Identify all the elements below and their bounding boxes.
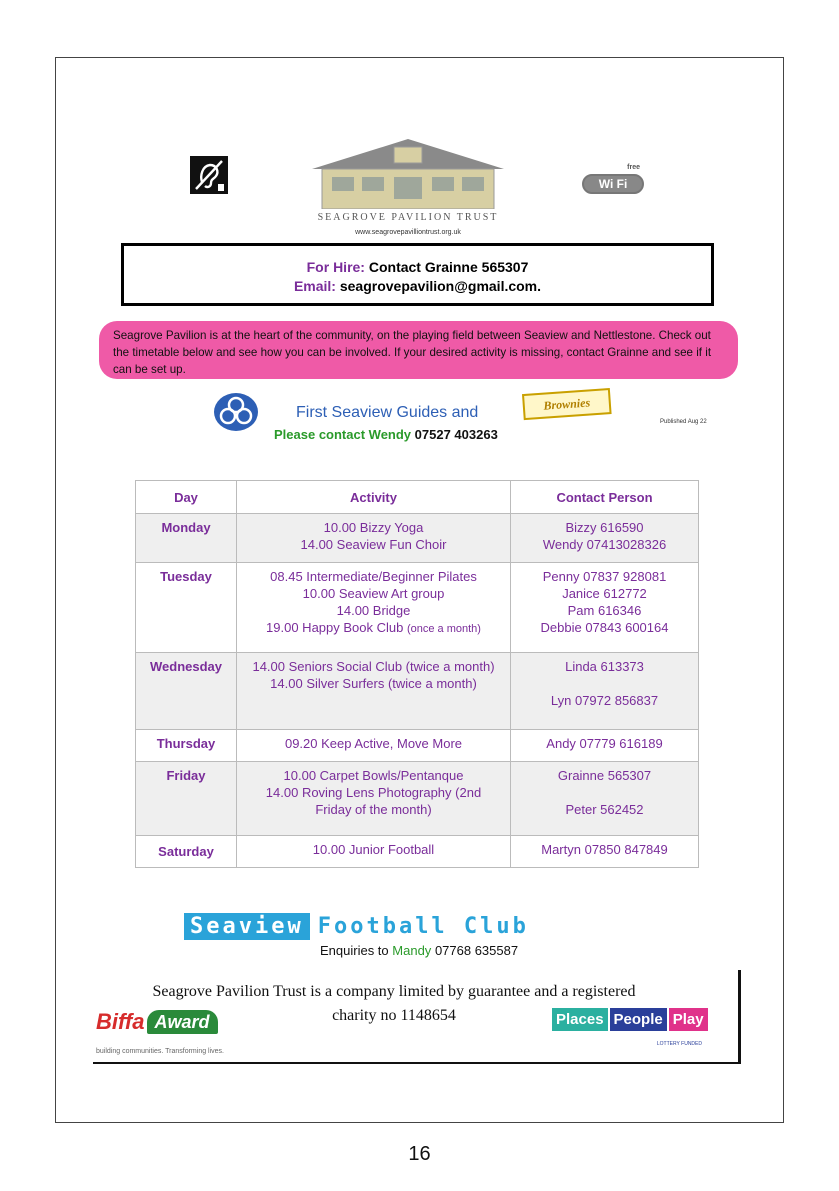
header-contact: Contact Person: [511, 481, 699, 514]
contact-line: Martyn 07850 847849: [541, 842, 668, 857]
ppp-play: Play: [669, 1008, 708, 1031]
football-word-club: Football Club: [317, 914, 529, 939]
activity-line: 14.00 Roving Lens Photography (2nd Friday of the month): [265, 785, 482, 817]
activity-note: (once a month): [406, 623, 481, 635]
table-row: [136, 762, 699, 836]
row-activity: [237, 762, 511, 836]
activity-line: 08.45 Intermediate/Beginner Pilates: [270, 569, 477, 584]
table-row: [136, 836, 699, 868]
row-day: Thursday: [136, 730, 237, 762]
contact-line: Linda 613373: [565, 659, 644, 674]
contact-line: Lyn 07972 856837: [550, 693, 659, 708]
row-day: Saturday: [136, 836, 237, 868]
activity-line: 19.00 Happy Book Club: [266, 620, 404, 635]
row-day: Tuesday: [136, 563, 237, 653]
contact-line: Andy 07779 616189: [546, 736, 663, 751]
activity-line: 14.00 Seaview Fun Choir: [300, 537, 447, 552]
enquiries-number: 07768 635587: [434, 943, 519, 958]
row-contact: [511, 730, 699, 762]
contact-line: Debbie 07843 600164: [540, 620, 669, 635]
enquiries-prefix: Enquiries to: [320, 943, 389, 958]
contact-line: Bizzy 616590: [565, 520, 644, 535]
page-number: 16: [408, 1143, 431, 1165]
row-activity: [237, 730, 511, 762]
row-day: Friday: [136, 762, 237, 836]
wifi-label: Wi Fi: [582, 174, 644, 194]
pavilion-logo: [310, 137, 506, 237]
hire-email[interactable]: seagrovepavilion@gmail.com.: [339, 278, 542, 294]
award-word: Award: [147, 1010, 218, 1034]
ppp-people: People: [610, 1008, 667, 1031]
table-row: [136, 563, 699, 653]
activity-line: 14.00 Silver Surfers (twice a month): [270, 676, 477, 691]
activity-line: 10.00 Junior Football: [312, 842, 435, 857]
contact-line: Pam 616346: [567, 603, 642, 618]
football-club-logo: [184, 913, 537, 940]
charity-text: Seagrove Pavilion Trust is a company limited by guarantee and a registered charity no 1148654: [152, 983, 636, 1024]
guides-title: First Seaview Guides and: [296, 404, 479, 421]
contact-line: Wendy 07413028326: [542, 537, 667, 552]
header-activity: Activity: [237, 481, 511, 514]
enquiries-name: Mandy: [392, 943, 432, 958]
hire-label: For Hire:: [306, 259, 365, 275]
published-date: Published Aug 22: [660, 419, 707, 425]
row-contact: [511, 514, 699, 563]
brownies-logo: [522, 388, 614, 426]
activity-line: 14.00 Bridge: [336, 603, 411, 618]
footer-bottom-rule: [93, 1062, 741, 1064]
timetable: [135, 480, 699, 868]
row-contact: [511, 653, 699, 730]
intro-banner: Seagrove Pavilion is at the heart of the community, on the playing field between Seaview and Nettlestone. Check out the timetable below and see how you can be involved. If your desired activity is missing, contact Grainne and see if it can be set up.: [99, 321, 738, 379]
activity-line: 10.00 Seaview Art group: [302, 586, 445, 601]
football-word-seaview: Seaview: [184, 913, 310, 940]
biffa-tagline: building communities. Transforming lives.: [96, 1048, 224, 1055]
contact-line: Penny 07837 928081: [542, 569, 667, 584]
row-activity: [237, 563, 511, 653]
guides-trefoil-icon: [213, 392, 259, 432]
hire-contact: Contact Grainne 565307: [368, 259, 529, 275]
row-day: Wednesday: [136, 653, 237, 730]
wifi-logo: [582, 166, 646, 196]
hearing-loop-icon: [190, 156, 228, 194]
row-activity: [237, 836, 511, 868]
contact-line: Peter 562452: [565, 802, 644, 817]
wifi-free-label: free: [627, 164, 640, 171]
table-row: [136, 653, 699, 730]
hire-contact-box: [121, 243, 714, 306]
row-activity: [237, 514, 511, 563]
biffa-word: Biffa: [96, 1009, 145, 1034]
row-activity: [237, 653, 511, 730]
contact-line: Janice 612772: [562, 586, 647, 601]
activity-line: 14.00 Seniors Social Club (twice a month): [252, 659, 495, 674]
ppp-places: Places: [552, 1008, 608, 1031]
activity-line: 10.00 Bizzy Yoga: [323, 520, 424, 535]
table-row: [136, 730, 699, 762]
row-contact: [511, 762, 699, 836]
row-day: Monday: [136, 514, 237, 563]
activity-line: 10.00 Carpet Bowls/Pentanque: [283, 768, 464, 783]
footer-right-rule: [738, 970, 741, 1064]
ppp-footer: LOTTERY FUNDED: [656, 1041, 702, 1047]
places-people-play-logo: [552, 1008, 732, 1060]
row-contact: [511, 836, 699, 868]
header-day: Day: [136, 481, 237, 514]
logo-url: www.seagrovepavilliontrust.org.uk: [355, 229, 461, 236]
row-contact: [511, 563, 699, 653]
guides-contact-number: 07527 403263: [414, 427, 498, 442]
guides-contact: [274, 427, 498, 442]
biffa-award-logo: [96, 1010, 266, 1062]
brownies-label: Brownies: [522, 388, 612, 420]
contact-line: Grainne 565307: [557, 768, 652, 783]
football-enquiries: [320, 943, 518, 958]
logo-name: SEAGROVE PAVILION TRUST: [317, 212, 499, 223]
guides-contact-prefix: Please contact Wendy: [274, 427, 412, 442]
email-label: Email:: [293, 278, 336, 294]
table-row: [136, 514, 699, 563]
activity-line: 09.20 Keep Active, Move More: [284, 736, 463, 751]
